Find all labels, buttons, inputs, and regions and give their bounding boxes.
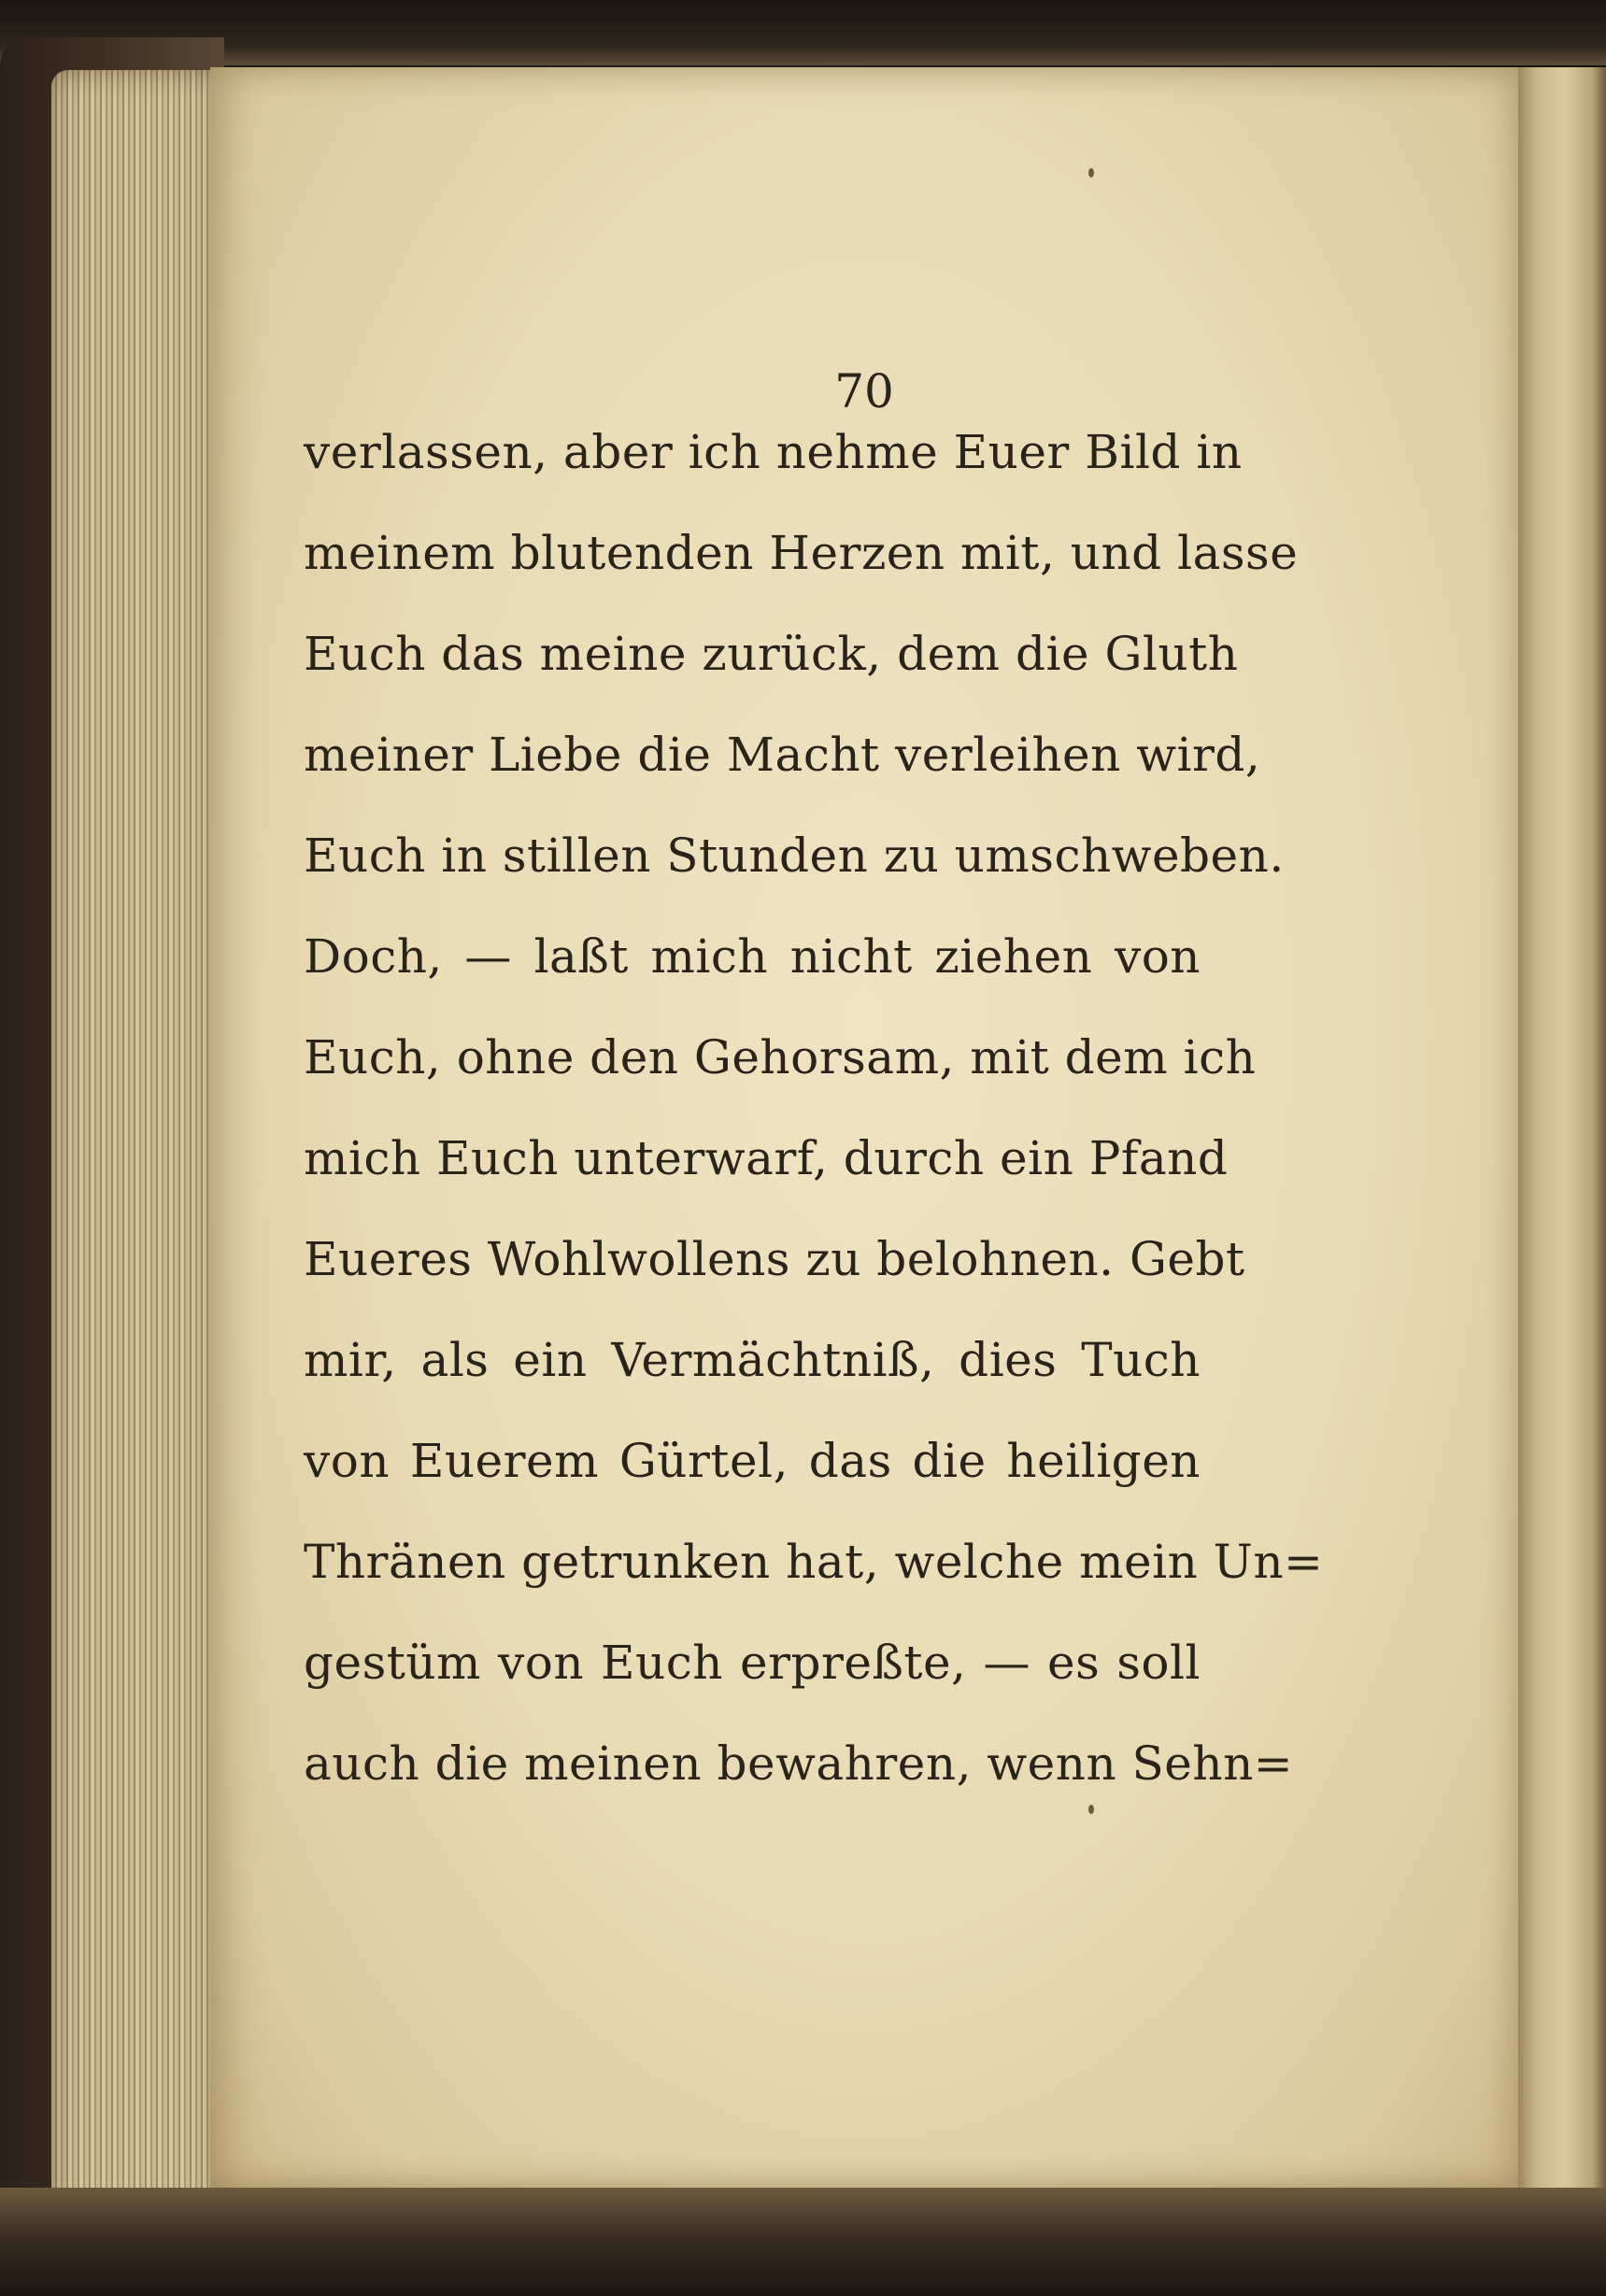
book-top-edge (0, 0, 1606, 65)
paper-speck (1088, 168, 1094, 177)
text-line: Euch in stillen Stunden zu umschweben. (304, 829, 1285, 883)
page-number: 70 (834, 364, 894, 418)
body-text (304, 402, 1324, 1814)
text-line: auch die meinen bewahren, wenn Sehn= (304, 1736, 1294, 1791)
book-bottom-edge (0, 2188, 1606, 2296)
text-line: Eueres Wohlwollens zu belohnen. Gebt (304, 1232, 1245, 1286)
text-line: gestüm von Euch erpreßte, — es soll (304, 1636, 1201, 1690)
text-line: verlassen, aber ich nehme Euer Bild in (304, 425, 1243, 479)
text-line: meinem blutenden Herzen mit, und lasse (304, 526, 1299, 580)
page-edges-stack (51, 70, 220, 2261)
text-line: mich Euch unterwarf, durch ein Pfand (304, 1131, 1229, 1185)
text-line: Euch, ohne den Gehorsam, mit dem ich (304, 1030, 1257, 1084)
text-line: Euch das meine zurück, dem die Gluth (304, 627, 1239, 681)
text-line: mir, als ein Vermächtniß, dies Tuch (304, 1333, 1201, 1387)
text-line: Thränen getrunken hat, welche mein Un= (304, 1535, 1324, 1589)
text-line: meiner Liebe die Macht verleihen wird, (304, 728, 1261, 782)
text-line: Doch, — laßt mich nicht ziehen von (304, 929, 1201, 984)
text-line: von Euerem Gürtel, das die heiligen (304, 1434, 1201, 1488)
facing-page-edge (1514, 67, 1606, 2216)
